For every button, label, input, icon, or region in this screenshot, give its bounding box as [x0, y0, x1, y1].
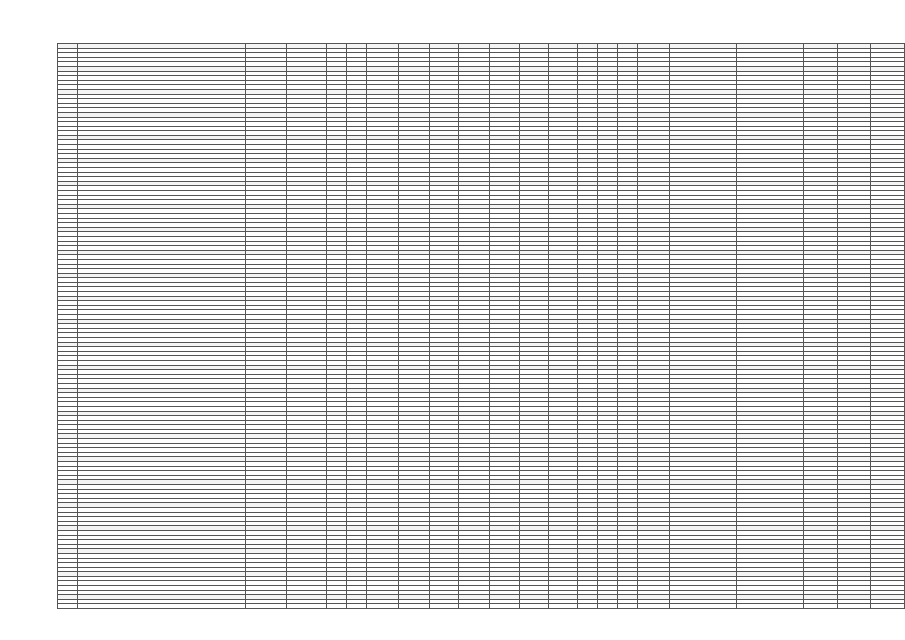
data-table — [57, 43, 905, 609]
spreadsheet-grid — [57, 43, 905, 609]
